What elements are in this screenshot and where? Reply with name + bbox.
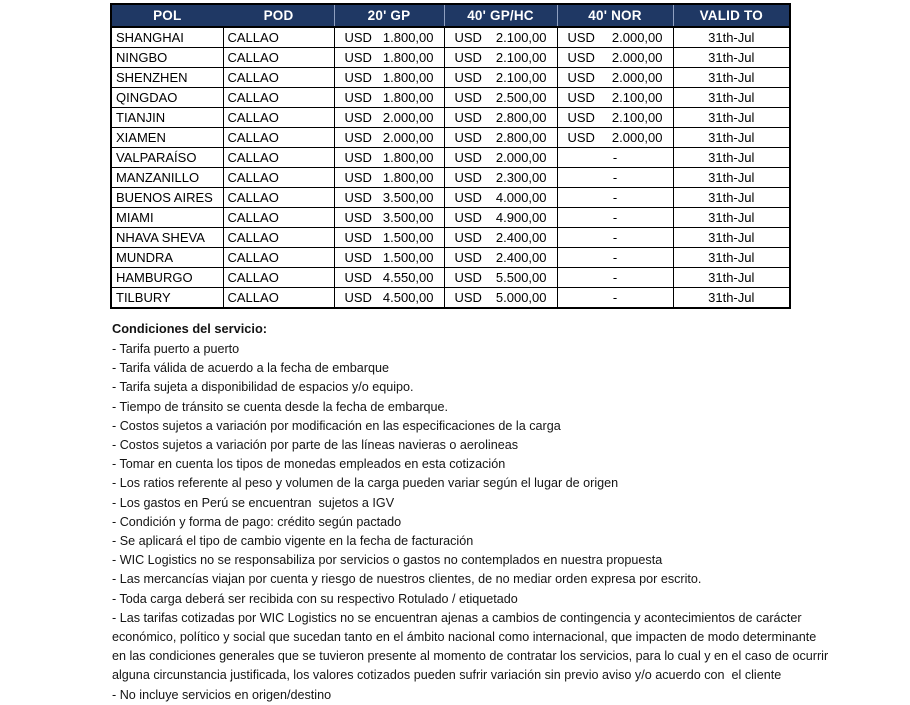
cell-pol: XIAMEN <box>111 128 223 148</box>
table-row <box>111 48 790 68</box>
cell-20gp-amount: 1.800,00 <box>382 50 434 65</box>
cell-pod: CALLAO <box>223 228 334 248</box>
cell-40gphc <box>444 248 557 268</box>
cell-valid: 31th-Jul <box>673 268 790 288</box>
cell-40nor: - <box>557 288 673 309</box>
cell-20gp-amount: 1.800,00 <box>382 30 434 45</box>
cell-40gphc-currency: USD <box>454 30 482 45</box>
cell-40nor <box>557 48 673 68</box>
column-header-pod: POD <box>223 4 334 27</box>
table-body <box>111 27 790 308</box>
cell-40nor <box>557 108 673 128</box>
table-row <box>111 68 790 88</box>
cell-pod: CALLAO <box>223 188 334 208</box>
cell-valid: 31th-Jul <box>673 48 790 68</box>
condition-line: - Toda carga deberá ser recibida con su respectivo Rotulado / etiquetado <box>112 591 518 606</box>
condition-line: - Se aplicará el tipo de cambio vigente en la fecha de facturación <box>112 534 474 549</box>
cell-pod: CALLAO <box>223 68 334 88</box>
table-row <box>111 268 790 288</box>
cell-40gphc <box>444 128 557 148</box>
cell-40gphc-currency: USD <box>454 170 482 185</box>
condition-line: - WIC Logistics no se responsabiliza por servicios o gastos no contemplados en nuestra propuesta <box>112 553 663 568</box>
cell-valid: 31th-Jul <box>673 208 790 228</box>
cell-20gp-currency: USD <box>344 270 372 285</box>
cell-40gphc-currency: USD <box>454 150 482 165</box>
condition-line: - Tomar en cuenta los tipos de monedas empleados en esta cotización <box>112 457 506 472</box>
cell-20gp-currency: USD <box>344 70 372 85</box>
cell-40nor: - <box>557 168 673 188</box>
cell-20gp <box>334 188 444 208</box>
cell-pol: MIAMI <box>111 208 223 228</box>
column-header-pol: POL <box>111 4 223 27</box>
cell-40gphc <box>444 268 557 288</box>
cell-40gphc-amount: 2.800,00 <box>495 110 547 125</box>
cell-20gp-amount: 1.800,00 <box>382 150 434 165</box>
service-conditions-block <box>112 320 832 705</box>
table-row <box>111 148 790 168</box>
column-header-40nor: 40' NOR <box>557 4 673 27</box>
cell-40gphc <box>444 188 557 208</box>
cell-40gphc-currency: USD <box>454 50 482 65</box>
cell-20gp <box>334 228 444 248</box>
cell-20gp <box>334 27 444 48</box>
cell-40gphc-amount: 2.100,00 <box>495 50 547 65</box>
cell-40nor <box>557 128 673 148</box>
cell-40gphc-amount: 2.400,00 <box>495 230 547 245</box>
cell-pod: CALLAO <box>223 248 334 268</box>
cell-20gp <box>334 268 444 288</box>
cell-40gphc-currency: USD <box>454 230 482 245</box>
cell-20gp <box>334 148 444 168</box>
cell-20gp-currency: USD <box>344 50 372 65</box>
cell-40nor-amount: 2.000,00 <box>611 30 663 45</box>
cell-40gphc-currency: USD <box>454 110 482 125</box>
cell-40gphc-amount: 5.000,00 <box>495 290 547 305</box>
table-row <box>111 108 790 128</box>
table-row <box>111 208 790 228</box>
cell-40gphc-amount: 2.500,00 <box>495 90 547 105</box>
condition-line: - Costos sujetos a variación por parte de las líneas navieras o aerolineas <box>112 438 519 453</box>
cell-20gp-currency: USD <box>344 170 372 185</box>
column-header-valid-to: VALID TO <box>673 4 790 27</box>
cell-20gp-currency: USD <box>344 130 372 145</box>
cell-40gphc <box>444 48 557 68</box>
condition-line: - Tarifa sujeta a disponibilidad de espacios y/o equipo. <box>112 380 414 395</box>
table-row <box>111 88 790 108</box>
cell-pod: CALLAO <box>223 88 334 108</box>
cell-pod: CALLAO <box>223 288 334 309</box>
table-row <box>111 228 790 248</box>
cell-20gp-currency: USD <box>344 110 372 125</box>
cell-40nor-amount: 2.000,00 <box>611 130 663 145</box>
table-row <box>111 27 790 48</box>
cell-pod: CALLAO <box>223 27 334 48</box>
cell-20gp <box>334 288 444 309</box>
cell-40nor: - <box>557 188 673 208</box>
cell-40nor-amount: 2.100,00 <box>611 90 663 105</box>
cell-valid: 31th-Jul <box>673 248 790 268</box>
cell-20gp-amount: 4.550,00 <box>382 270 434 285</box>
cell-20gp <box>334 48 444 68</box>
cell-valid: 31th-Jul <box>673 228 790 248</box>
cell-20gp <box>334 128 444 148</box>
cell-20gp-currency: USD <box>344 150 372 165</box>
condition-line: - Condición y forma de pago: crédito según pactado <box>112 514 402 529</box>
cell-40nor <box>557 88 673 108</box>
cell-40gphc-amount: 2.400,00 <box>495 250 547 265</box>
cell-40nor-amount: 2.000,00 <box>611 50 663 65</box>
cell-40gphc-amount: 2.000,00 <box>495 150 547 165</box>
cell-40nor-currency: USD <box>567 110 595 125</box>
cell-40gphc <box>444 228 557 248</box>
cell-40nor-currency: USD <box>567 30 595 45</box>
cell-40gphc-amount: 2.300,00 <box>495 170 547 185</box>
condition-line: - Las mercancías viajan por cuenta y riesgo de nuestros clientes, de no mediar orden expresa por escrito. <box>112 572 702 587</box>
cell-40gphc <box>444 108 557 128</box>
cell-20gp-amount: 1.800,00 <box>382 170 434 185</box>
table-row <box>111 248 790 268</box>
cell-20gp-amount: 4.500,00 <box>382 290 434 305</box>
cell-valid: 31th-Jul <box>673 148 790 168</box>
column-header-40gphc: 40' GP/HC <box>444 4 557 27</box>
conditions-paragraph: - Las tarifas cotizadas por WIC Logistics no se encuentran ajenas a cambios de contingencia y acontecimientos de carácter económico, político y social que sucedan tanto en el ámbito nacional como internacional, que impacten de modo determinante en las condiciones generales que se tuvieron presente al momento de contratar los servicios, para lo cual y en el caso de ocurrir alguna circunstancia justificada, los valores cotizados pueden sufrir variación sin previo aviso y/o acuerdo con el cliente <box>112 610 832 683</box>
cell-20gp-amount: 2.000,00 <box>382 110 434 125</box>
cell-pod: CALLAO <box>223 208 334 228</box>
cell-40nor-currency: USD <box>567 90 595 105</box>
cell-pod: CALLAO <box>223 108 334 128</box>
cell-20gp-amount: 1.500,00 <box>382 250 434 265</box>
cell-20gp <box>334 248 444 268</box>
condition-line: - Tarifa válida de acuerdo a la fecha de embarque <box>112 361 390 376</box>
cell-40nor <box>557 68 673 88</box>
cell-valid: 31th-Jul <box>673 288 790 309</box>
cell-pod: CALLAO <box>223 168 334 188</box>
cell-pol: QINGDAO <box>111 88 223 108</box>
cell-40nor-currency: USD <box>567 130 595 145</box>
cell-20gp-currency: USD <box>344 190 372 205</box>
cell-40gphc-currency: USD <box>454 130 482 145</box>
cell-20gp-currency: USD <box>344 230 372 245</box>
cell-40gphc-currency: USD <box>454 270 482 285</box>
cell-40gphc-amount: 2.100,00 <box>495 70 547 85</box>
conditions-list <box>112 340 832 609</box>
cell-40nor-amount: 2.100,00 <box>611 110 663 125</box>
cell-pol: VALPARAÍSO <box>111 148 223 168</box>
cell-40nor-currency: USD <box>567 70 595 85</box>
cell-20gp-amount: 3.500,00 <box>382 190 434 205</box>
cell-40gphc-currency: USD <box>454 190 482 205</box>
cell-valid: 31th-Jul <box>673 88 790 108</box>
table-row <box>111 288 790 309</box>
cell-pol: NHAVA SHEVA <box>111 228 223 248</box>
condition-line: - Tarifa puerto a puerto <box>112 342 240 356</box>
column-header-20gp: 20' GP <box>334 4 444 27</box>
cell-valid: 31th-Jul <box>673 128 790 148</box>
cell-valid: 31th-Jul <box>673 168 790 188</box>
cell-40nor: - <box>557 208 673 228</box>
cell-20gp <box>334 168 444 188</box>
table-row <box>111 128 790 148</box>
cell-40gphc-amount: 2.800,00 <box>495 130 547 145</box>
cell-20gp-currency: USD <box>344 210 372 225</box>
table-row <box>111 168 790 188</box>
cell-20gp-amount: 1.800,00 <box>382 90 434 105</box>
condition-line: - Los ratios referente al peso y volumen de la carga pueden variar según el lugar de origen <box>112 476 619 491</box>
cell-40gphc <box>444 288 557 309</box>
cell-40gphc <box>444 148 557 168</box>
cell-40gphc-currency: USD <box>454 290 482 305</box>
conditions-final-line: - No incluye servicios en origen/destino <box>112 687 332 702</box>
cell-40gphc-currency: USD <box>454 250 482 265</box>
table-row <box>111 188 790 208</box>
cell-pod: CALLAO <box>223 268 334 288</box>
cell-pol: MUNDRA <box>111 248 223 268</box>
cell-20gp-currency: USD <box>344 30 372 45</box>
cell-pol: BUENOS AIRES <box>111 188 223 208</box>
cell-20gp-amount: 3.500,00 <box>382 210 434 225</box>
cell-20gp-amount: 1.800,00 <box>382 70 434 85</box>
condition-line: - Tiempo de tránsito se cuenta desde la fecha de embarque. <box>112 399 449 414</box>
cell-40gphc-amount: 4.900,00 <box>495 210 547 225</box>
cell-valid: 31th-Jul <box>673 68 790 88</box>
cell-20gp-amount: 2.000,00 <box>382 130 434 145</box>
cell-pol: SHENZHEN <box>111 68 223 88</box>
cell-40gphc <box>444 208 557 228</box>
cell-pod: CALLAO <box>223 148 334 168</box>
cell-40nor: - <box>557 268 673 288</box>
cell-40gphc <box>444 168 557 188</box>
cell-20gp-amount: 1.500,00 <box>382 230 434 245</box>
condition-line: - Costos sujetos a variación por modificación en las especificaciones de la carga <box>112 418 561 433</box>
cell-40gphc <box>444 88 557 108</box>
cell-valid: 31th-Jul <box>673 108 790 128</box>
cell-pol: NINGBO <box>111 48 223 68</box>
cell-pol: TIANJIN <box>111 108 223 128</box>
cell-20gp <box>334 88 444 108</box>
cell-valid: 31th-Jul <box>673 188 790 208</box>
condition-line: - Los gastos en Perú se encuentran sujetos a IGV <box>112 495 395 510</box>
table-header-row <box>111 4 790 27</box>
cell-pol: SHANGHAI <box>111 27 223 48</box>
cell-40nor <box>557 27 673 48</box>
cell-40nor-amount: 2.000,00 <box>611 70 663 85</box>
cell-20gp-currency: USD <box>344 250 372 265</box>
cell-40nor: - <box>557 228 673 248</box>
cell-pol: HAMBURGO <box>111 268 223 288</box>
cell-40gphc-currency: USD <box>454 70 482 85</box>
cell-20gp-currency: USD <box>344 290 372 305</box>
cell-20gp-currency: USD <box>344 90 372 105</box>
cell-valid: 31th-Jul <box>673 27 790 48</box>
cell-20gp <box>334 208 444 228</box>
rate-table-container <box>110 3 789 309</box>
freight-rate-table <box>110 3 791 309</box>
cell-40gphc <box>444 27 557 48</box>
cell-pol: TILBURY <box>111 288 223 309</box>
cell-40gphc-currency: USD <box>454 90 482 105</box>
cell-pol: MANZANILLO <box>111 168 223 188</box>
cell-pod: CALLAO <box>223 128 334 148</box>
conditions-title: Condiciones del servicio: <box>112 321 268 336</box>
cell-40gphc-currency: USD <box>454 210 482 225</box>
cell-40gphc-amount: 2.100,00 <box>495 30 547 45</box>
cell-40nor: - <box>557 148 673 168</box>
cell-40gphc-amount: 4.000,00 <box>495 190 547 205</box>
cell-40nor: - <box>557 248 673 268</box>
cell-20gp <box>334 68 444 88</box>
cell-40nor-currency: USD <box>567 50 595 65</box>
cell-pod: CALLAO <box>223 48 334 68</box>
cell-40gphc <box>444 68 557 88</box>
cell-20gp <box>334 108 444 128</box>
cell-40gphc-amount: 5.500,00 <box>495 270 547 285</box>
